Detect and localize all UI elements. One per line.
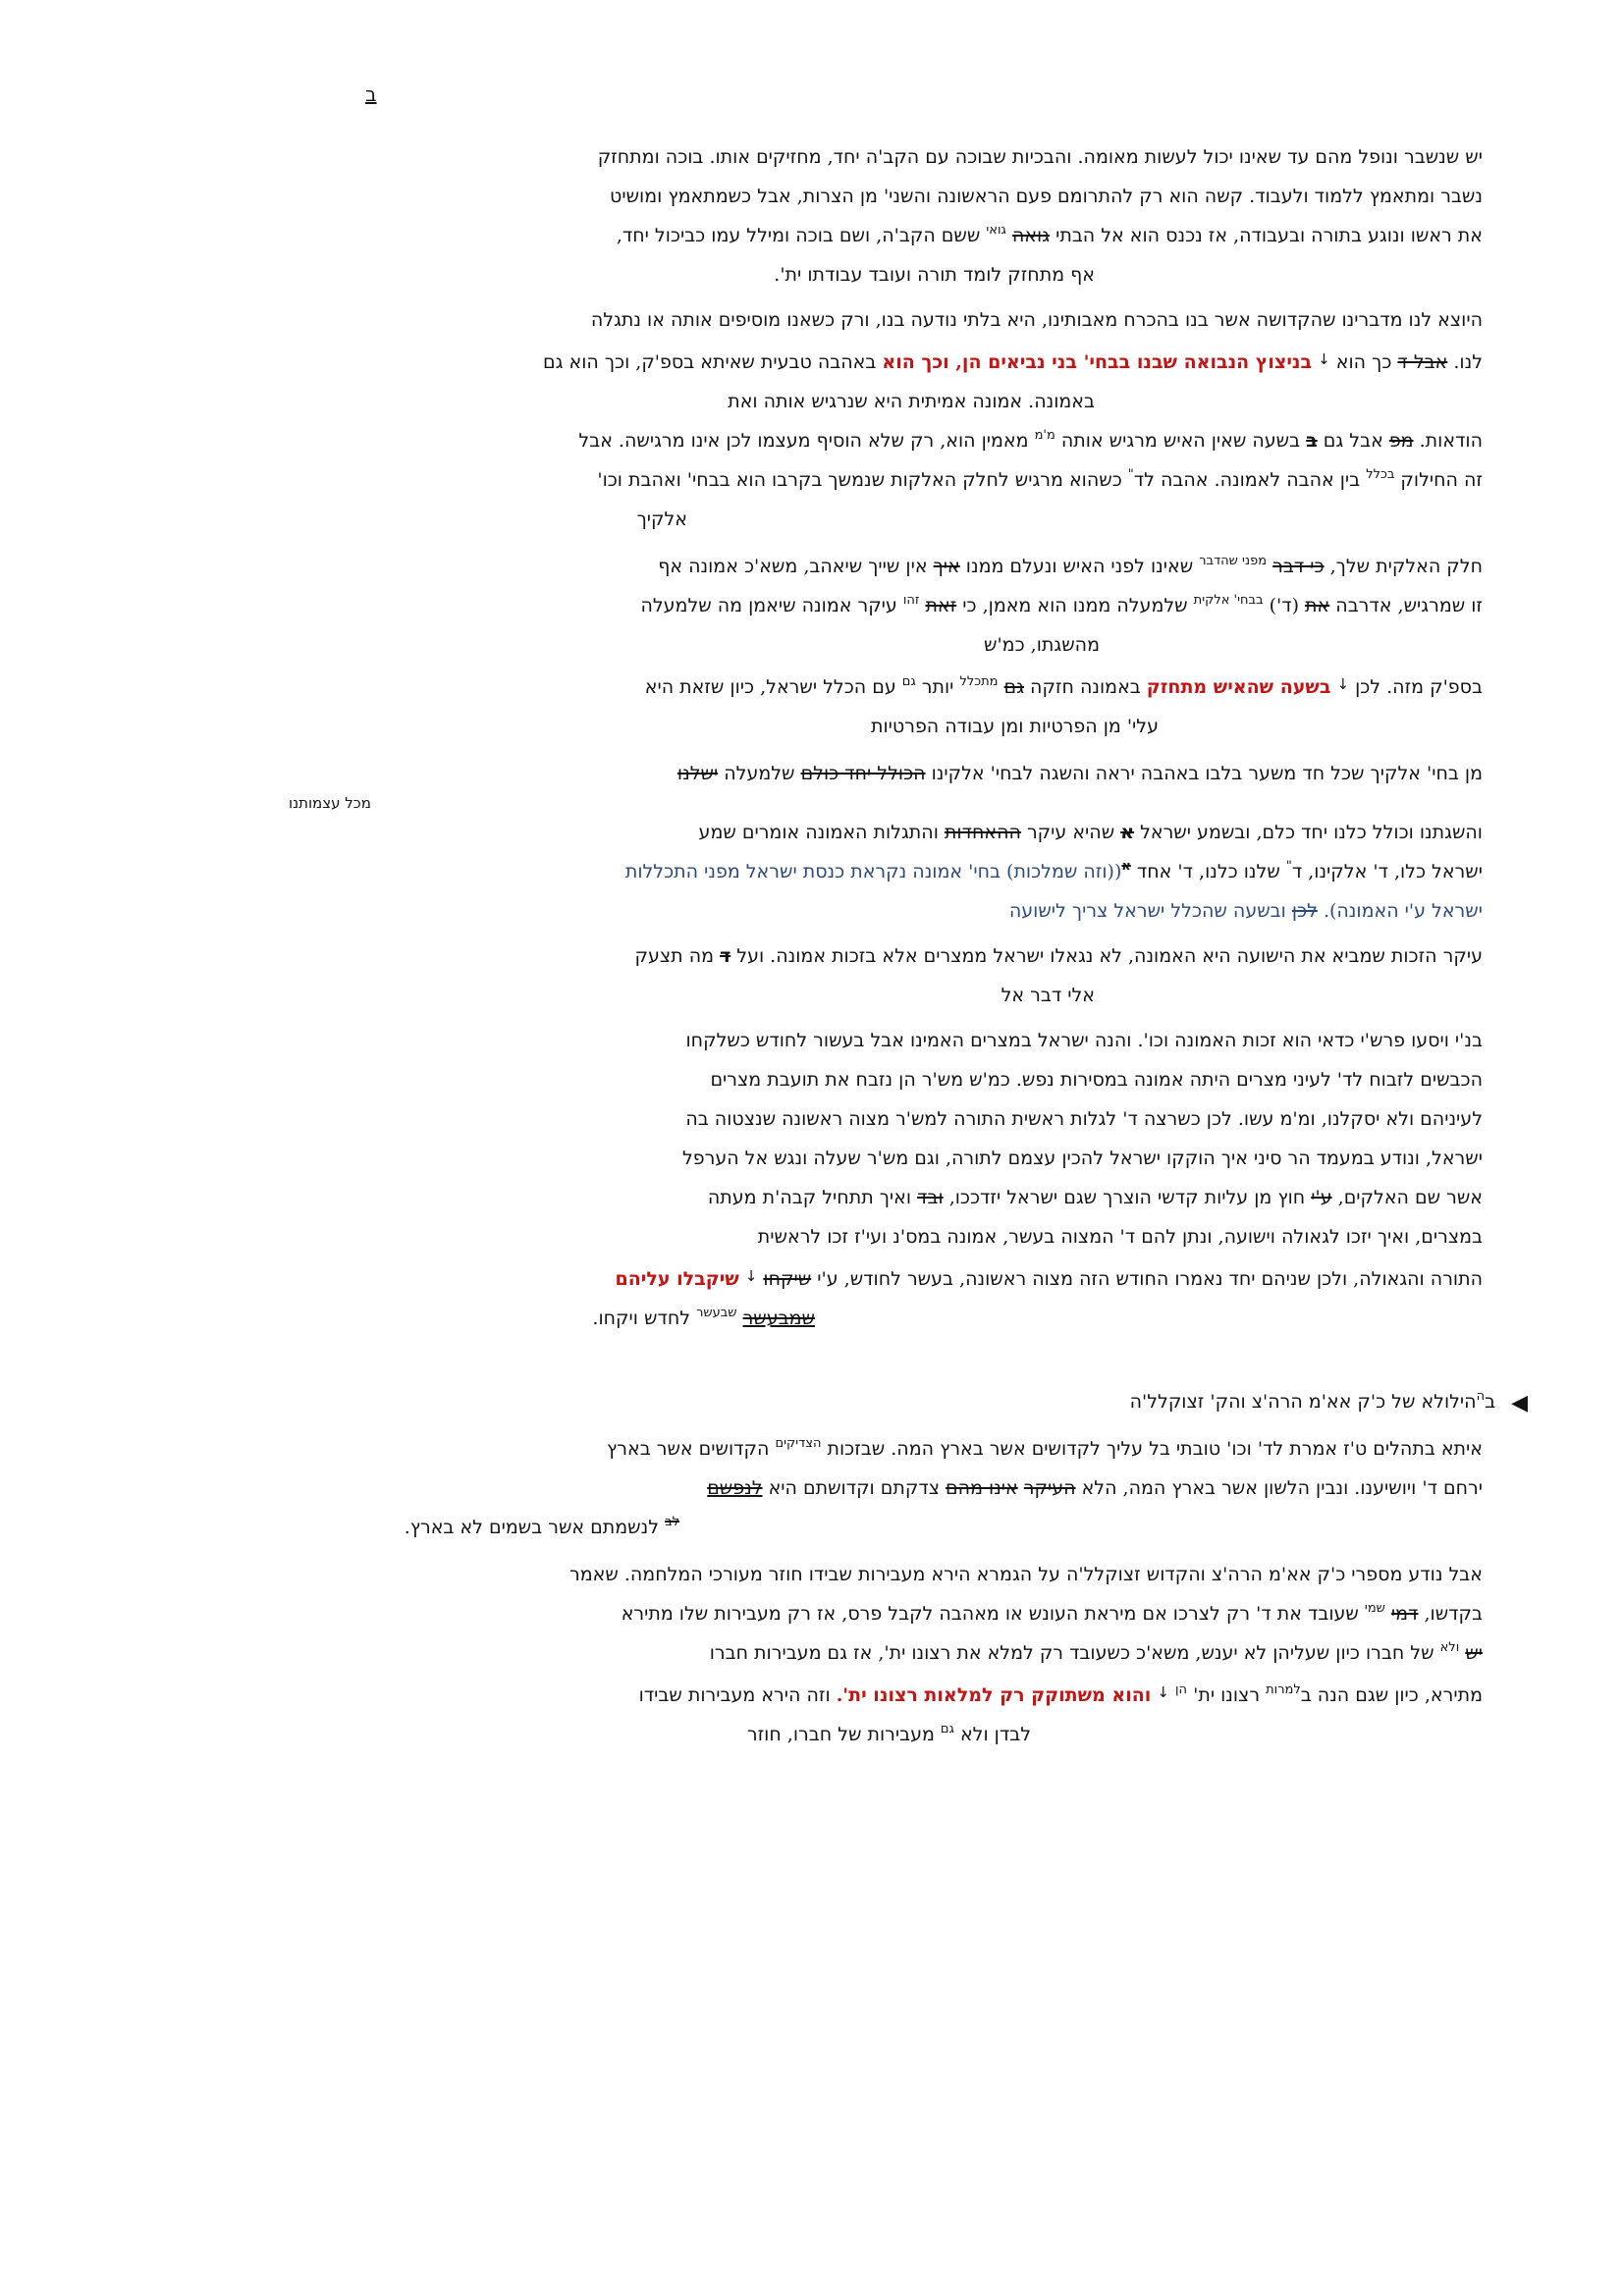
text-segment: חוץ מן עליות קדשי הוצרך שגם ישראל יזדככו, bbox=[943, 1187, 1312, 1208]
text-segment: בקדשו, bbox=[1418, 1603, 1483, 1625]
paragraph-2-line-5 bbox=[289, 460, 1483, 500]
paragraph-3-line-1 bbox=[289, 547, 1483, 586]
text-segment: בספ'ק מזה. לכן bbox=[1349, 676, 1483, 698]
inserted-red-text: בשעה שהאיש מתחזק bbox=[1146, 676, 1331, 698]
superscript-insertion: גואי bbox=[986, 223, 1006, 238]
struck-text: ישלנו bbox=[676, 763, 719, 784]
blue-note-text: ובשעה שהכלל ישראל צריך לישועה bbox=[1008, 900, 1292, 922]
struck-text: את bbox=[1305, 595, 1330, 616]
paragraph-6-line-2 bbox=[289, 1060, 1483, 1099]
text-segment: כשהוא מרגיש לחלק האלקות שנמשך בקרבו הוא בבחי' ואהבת וכו' bbox=[597, 469, 1128, 491]
text-segment: ב bbox=[1485, 1391, 1496, 1413]
section-2-par-2-line-5 bbox=[289, 1715, 1031, 1754]
paragraph-2-line-3 bbox=[289, 382, 1095, 421]
insertion-arrow-icon: ↓ bbox=[1336, 675, 1350, 693]
struck-text: מפ bbox=[1388, 430, 1414, 452]
struck-text: א bbox=[1121, 859, 1131, 874]
paragraph-2-line-6 bbox=[289, 500, 687, 539]
inserted-red-text: והוא משתוקק רק למלאות רצונו ית'. bbox=[836, 1684, 1152, 1706]
text-segment: אלקיך bbox=[636, 508, 687, 530]
struck-text: איך bbox=[933, 556, 960, 577]
paragraph-4-line-2 bbox=[289, 813, 1483, 852]
paragraph-3-line-2 bbox=[289, 586, 1483, 625]
section-2-par-1-line-2 bbox=[289, 1468, 1483, 1508]
struck-text: הכולל יחד כולם bbox=[800, 763, 926, 784]
paragraph-6-line-1 bbox=[289, 1021, 1483, 1060]
superscript-insertion: בבחי' אלקית bbox=[1193, 593, 1264, 608]
text-segment: אף מתחזק לומד תורה ועובד עבודתו ית'. bbox=[774, 264, 1095, 286]
text-segment: (ד') bbox=[1263, 595, 1306, 616]
text-segment: שלמעלה ממנו הוא מאמן, כי bbox=[956, 595, 1194, 616]
text-segment: הקדושים אשר בארץ bbox=[607, 1438, 776, 1460]
superscript-insertion: שמי bbox=[1364, 1601, 1385, 1616]
text-segment: במצרים, ואיך יזכו לגאולה וישועה, ונתן להם ד' המצוה בעשר, אמונה במס'נ ועי'ז זכו לראשית bbox=[757, 1226, 1483, 1248]
text-segment: לנו. bbox=[1447, 351, 1483, 373]
text-segment: לעיניהם ולא יסקלנו, ומ'מ עשו. לכן כשרצה ד' לגלות ראשית התורה למש'ר מצוה ראשונה שנצטוה בה bbox=[685, 1108, 1483, 1130]
struck-text: ב bbox=[1306, 430, 1318, 452]
text-segment: איתא בתהלים ט'ז אמרת לד' וכו' טובתי בל עליך לקדושים אשר בארץ המה. שבזכות bbox=[821, 1438, 1483, 1460]
struck-text: זאת bbox=[925, 595, 957, 616]
superscript-insertion: גם bbox=[901, 674, 916, 689]
paragraph-4-line-3 bbox=[289, 852, 1483, 891]
struck-text: העיקר bbox=[1023, 1477, 1076, 1499]
text-segment: את ראשו ונוגע בתורה ובעבודה, אז נכנס הוא אל הבתי bbox=[1050, 225, 1483, 246]
text-segment: והשגתנו וכולל כלנו יחד כלם, ובשמע ישראל bbox=[1134, 822, 1483, 843]
text-segment: שאינו לפני האיש ונעלם ממנו bbox=[959, 556, 1200, 577]
text-segment: שלנו כלנו, ד' אחד bbox=[1130, 861, 1286, 882]
text-segment: והתגלות האמונה אומרים שמע bbox=[698, 822, 945, 843]
text-segment: הודאות. bbox=[1413, 430, 1483, 452]
superscript-insertion: בכלל bbox=[1366, 467, 1395, 482]
text-segment: בשעה שאין האיש מרגיש אותה bbox=[1055, 430, 1307, 452]
struck-text: לנפשם bbox=[707, 1477, 763, 1499]
section-2-par-2-line-1 bbox=[289, 1555, 1483, 1594]
struck-text: ובד bbox=[917, 1187, 944, 1208]
struck-text: דמי bbox=[1390, 1603, 1419, 1625]
struck-text: כי דבר bbox=[1272, 556, 1325, 577]
struck-text: אבל ד bbox=[1397, 351, 1448, 373]
text-segment: באהבה טבעית שאיתא בספ'ק, וכך הוא גם bbox=[543, 351, 883, 373]
text-segment: יותר bbox=[915, 676, 960, 698]
struck-text: ד bbox=[720, 945, 731, 967]
paragraph-2-line-1 bbox=[289, 300, 1483, 340]
struck-text: ההאחדות bbox=[944, 822, 1021, 843]
document-body bbox=[289, 137, 1528, 1754]
struck-text: שמבעשר bbox=[742, 1308, 815, 1329]
text-segment: לבדן ולא bbox=[953, 1724, 1031, 1745]
superscript-insertion: גם bbox=[940, 1722, 954, 1736]
inserted-red-text: בניצוץ הנבואה שבנו בבחי' בני נביאים הן, וכך הוא bbox=[882, 351, 1313, 373]
text-segment: אשר שם האלקים, bbox=[1331, 1187, 1483, 1208]
paragraph-2-line-2 bbox=[289, 340, 1483, 382]
text-segment: עיקר הזכות שמביא את הישועה היא האמונה, לא נגאלו ישראל ממצרים אלא בזכות אמונה. ועל bbox=[730, 945, 1483, 967]
paragraph-3-line-5 bbox=[289, 707, 1159, 746]
text-segment: באמונה. אמונה אמיתית היא שנרגיש אותה ואת bbox=[728, 391, 1095, 412]
blue-note-text: לכן bbox=[1291, 900, 1318, 922]
text-segment: היוצא לנו מדברינו שהקדושה אשר בנו בהכרח מאבותינו, היא בלתי נודעה בנו, ורק כשאנו מוסיפים אותה או נתגלה bbox=[590, 309, 1483, 331]
superscript-insertion: ה bbox=[1476, 1389, 1486, 1404]
paragraph-4-insert bbox=[289, 793, 1483, 813]
paragraph-6-line-4 bbox=[289, 1139, 1483, 1178]
superscript-insertion: " bbox=[1285, 859, 1292, 874]
paragraph-4-line-4 bbox=[289, 891, 1483, 931]
text-segment: מכל עצמותנו bbox=[289, 794, 371, 812]
text-segment: מתירא, כיון שגם הנה ב bbox=[1300, 1684, 1483, 1706]
text-segment: מה תצעק bbox=[634, 945, 721, 967]
paragraph-6-line-8 bbox=[289, 1299, 815, 1338]
text-segment: עיקר אמונה שיאמן מה שלמעלה bbox=[640, 595, 903, 616]
text-segment: נשבר ומתאמץ ללמוד ולעבוד. קשה הוא רק להתרומם פעם הראשונה והשני' מן הצרות, אבל כשמתאמץ ומושיט bbox=[610, 186, 1483, 207]
text-segment: עם הכלל ישראל, כיון שזאת היא bbox=[644, 676, 902, 698]
struck-text: אינו מהם bbox=[946, 1477, 1018, 1499]
text-segment: לנשמתם אשר בשמים לא בארץ. bbox=[404, 1517, 666, 1538]
blue-note-text: ((וזה שמלכות) בחי' אמונה נקראת כנסת ישראל מפני התכללות bbox=[624, 861, 1122, 882]
text-segment: הכבשים לזבוח לד' לעיני מצרים היתה אמונה במסירות נפש. כמ'ש מש'ר הן נזבח את תועבת מצרים bbox=[710, 1069, 1483, 1091]
superscript-insertion: מפני שהדבר bbox=[1199, 554, 1268, 568]
text-segment: ישראל כלו, ד' אלקינו, ד bbox=[1291, 861, 1483, 882]
text-segment: וזה הירא מעבירות שבידו bbox=[638, 1684, 837, 1706]
struck-text: יש bbox=[1465, 1642, 1483, 1664]
section-marker-triangle: ◀ bbox=[1511, 1391, 1528, 1415]
text-segment: צדקתם וקדושתם היא bbox=[762, 1477, 947, 1499]
text-segment: אלי דבר אל bbox=[1001, 985, 1095, 1006]
section-2-par-2-line-3 bbox=[289, 1633, 1483, 1673]
text-segment: באמונה חזקה bbox=[1024, 676, 1147, 698]
text-segment: זו שמרגיש, אדרבה bbox=[1329, 595, 1483, 616]
superscript-insertion: הן bbox=[1175, 1682, 1188, 1697]
superscript-insertion: מתכלל bbox=[959, 674, 999, 689]
text-segment: בין אהבה לאמונה. אהבה לד bbox=[1133, 469, 1367, 491]
text-segment: רצונו ית' bbox=[1187, 1684, 1267, 1706]
text-segment: מן בחי' אלקיך שכל חד משער בלבו באהבה יראה והשגה לבחי' אלקינו bbox=[925, 763, 1483, 784]
superscript-insertion: " bbox=[1127, 467, 1134, 482]
text-segment: שהיא עיקר bbox=[1020, 822, 1121, 843]
struck-text: א bbox=[1120, 822, 1135, 843]
superscript-insertion: שבעשר bbox=[696, 1306, 737, 1320]
section-2-par-2-line-2 bbox=[289, 1594, 1483, 1633]
text-segment: אין שייך שיאהב, משא'כ אמונה אף bbox=[658, 556, 934, 577]
text-segment: מעבירות של חברו, חוזר bbox=[746, 1724, 941, 1745]
superscript-insertion: למרות bbox=[1266, 1682, 1301, 1697]
text-segment: ישראל, ונודע במעמד הר סיני איך הוקקו ישראל להכין עצמם לתורה, וגם מש'ר שעלה ונגש אל הערפל bbox=[681, 1148, 1483, 1169]
struck-text: ע'י bbox=[1311, 1187, 1332, 1208]
paragraph-1-line-2 bbox=[289, 177, 1483, 216]
inserted-red-text: שיקבלו עליהם bbox=[615, 1268, 739, 1290]
blue-note-text: ישראל ע'י האמונה). bbox=[1317, 900, 1483, 922]
paragraph-6-line-3 bbox=[289, 1099, 1483, 1139]
paragraph-6-line-5 bbox=[289, 1178, 1483, 1217]
text-segment: יש שנשבר ונופל מהם עד שאינו יכול לעשות מאומה. והבכיות שבוכה עם הקב'ה יחד, מחזיקים אותו. בוכה ומתחזק bbox=[597, 146, 1483, 168]
text-segment: עלי' מן הפרטיות ומן עבודה הפרטיות bbox=[870, 716, 1159, 737]
insertion-arrow-icon: ↓ bbox=[1318, 350, 1330, 368]
struck-text: גואה bbox=[1011, 225, 1051, 246]
superscript-insertion: מ'מ bbox=[1034, 428, 1055, 443]
text-segment: שעובד את ד' רק לצרכו אם מיראת העונש או מאהבה לקבל פרס, אז רק מעבירות שלו מתירא bbox=[621, 1603, 1365, 1625]
text-segment: ואיך תתחיל קבה'ת מעתה bbox=[707, 1187, 918, 1208]
paragraph-1-line-1 bbox=[289, 137, 1483, 177]
section-2-par-2-line-4 bbox=[289, 1673, 1483, 1715]
text-segment: ששם הקב'ה, ושם בוכה ומילל עמו כביכול יחד, bbox=[616, 225, 987, 246]
struck-text: לב bbox=[665, 1515, 679, 1529]
text-segment: בנ'י ויסעו פרש'י כדאי הוא זכות האמונה וכו'. והנה ישראל במצרים האמינו אבל בעשור לחודש כשלקחו bbox=[685, 1030, 1483, 1051]
section-2-heading bbox=[289, 1382, 1528, 1423]
insertion-arrow-icon: ↓ bbox=[744, 1267, 758, 1285]
text-segment: מאמין הוא, רק שלא הוסיף מעצמו לכן אינו מרגישה. אבל bbox=[578, 430, 1035, 452]
insertion-arrow-icon: ↓ bbox=[1157, 1683, 1169, 1701]
paragraph-4-line-1 bbox=[289, 754, 1483, 793]
superscript-insertion: ולא bbox=[1439, 1640, 1460, 1655]
paragraph-5-line-2 bbox=[289, 976, 1095, 1015]
text-segment: זה החילוק bbox=[1394, 469, 1483, 491]
struck-text: גם bbox=[1003, 676, 1024, 698]
text-segment: שלמעלה bbox=[718, 763, 801, 784]
text-segment: התורה והגאולה, ולכן שניהם יחד נאמרו החודש הזה מצוה ראשונה, בעשר לחודש, ע'י bbox=[811, 1268, 1483, 1290]
text-segment: אבל נודע מספרי כ'ק אא'מ הרה'צ והקדוש זצוקלל'ה על הגמרא הירא מעבירות שבידו חוזר מעורכי המלחמה. שאמר bbox=[569, 1564, 1483, 1585]
superscript-insertion: זהו bbox=[902, 593, 920, 608]
text-segment: הילולא של כ'ק אא'מ הרה'צ והק' זצוקלל'ה bbox=[1129, 1391, 1477, 1413]
struck-text: שיקחו bbox=[763, 1268, 812, 1290]
section-2-par-1-line-1 bbox=[289, 1429, 1483, 1468]
paragraph-1-line-3 bbox=[289, 216, 1483, 255]
text-segment: של חברו כיון שעליהן לא יענש, משא'כ כשעובד רק למלא את רצונו ית', אז גם מעבירות חברו bbox=[709, 1642, 1440, 1664]
paragraph-2-line-4 bbox=[289, 421, 1483, 460]
superscript-insertion: הצדיקים bbox=[775, 1436, 822, 1451]
text-segment: כך הוא bbox=[1329, 351, 1398, 373]
text-segment: חלק האלקית שלך, bbox=[1324, 556, 1483, 577]
text-segment: ירחם ד' ויושיענו. ונבין הלשון אשר בארץ המה, הלא bbox=[1075, 1477, 1483, 1499]
page-number: ב bbox=[365, 82, 377, 106]
paragraph-3-line-3 bbox=[289, 625, 1100, 665]
paragraph-3-line-4 bbox=[289, 665, 1483, 707]
paragraph-5-line-1 bbox=[289, 936, 1483, 976]
text-segment: לחדש ויקחו. bbox=[592, 1308, 697, 1329]
text-segment: אבל גם bbox=[1317, 430, 1389, 452]
section-2-par-1-line-3 bbox=[289, 1508, 679, 1547]
paragraph-1-line-4 bbox=[289, 255, 1095, 294]
text-segment: מהשגתו, כמ'ש bbox=[984, 634, 1100, 656]
paragraph-6-line-6 bbox=[289, 1217, 1483, 1256]
paragraph-6-line-7 bbox=[289, 1256, 1483, 1299]
